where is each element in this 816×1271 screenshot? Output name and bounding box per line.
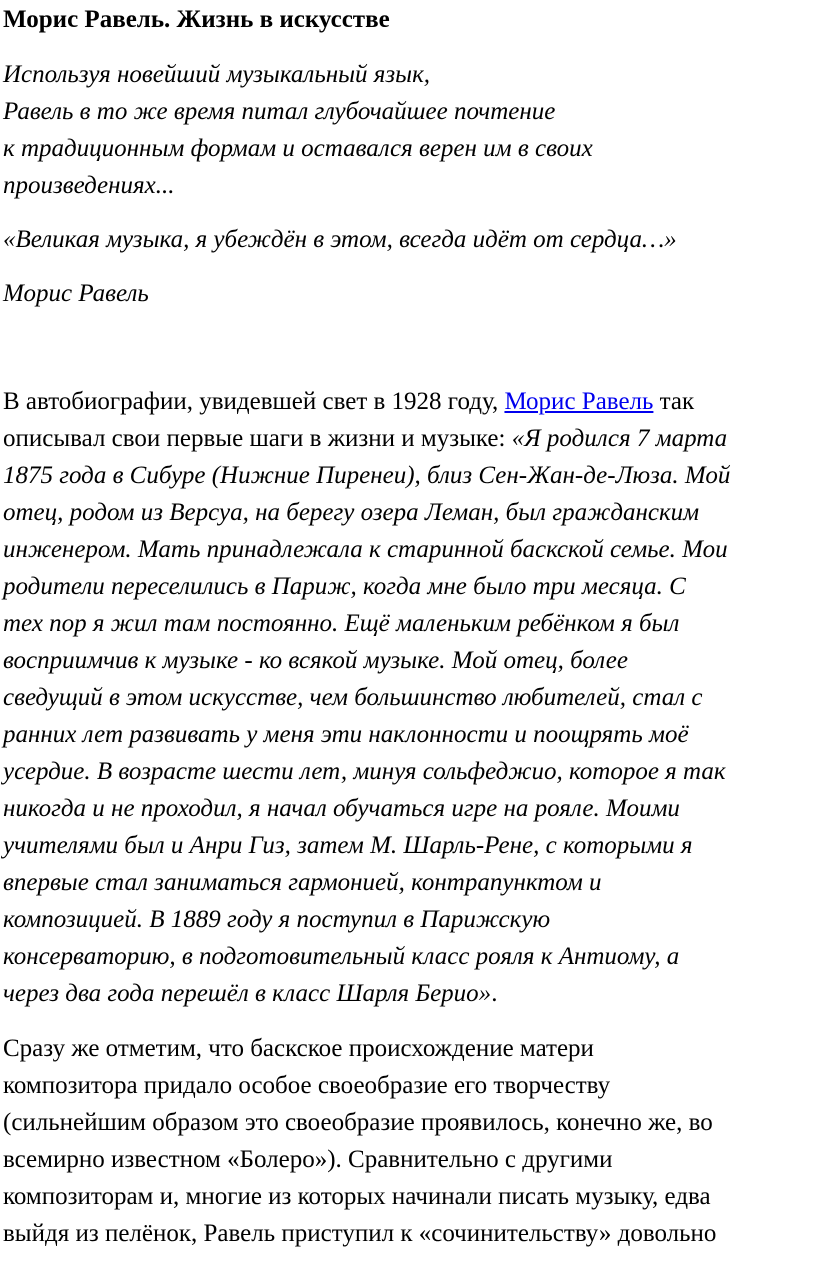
quote-line: сведущий в этом искусстве, чем большинство любителей, стал с <box>3 684 703 711</box>
quote-line: усердие. В возрасте шести лет, минуя сольфеджио, которое я так <box>3 758 726 785</box>
composer-link[interactable]: Морис Равель <box>504 388 654 415</box>
epigraph-text <box>3 56 593 204</box>
paragraph-autobiography <box>3 383 730 1012</box>
paragraph-line: (сильнейшим образом это своеобразие проявилось, конечно же, во <box>3 1109 713 1136</box>
epigraph-author: Морис Равель <box>3 280 149 307</box>
quote-line: инженером. Мать принадлежала к старинной баскской семье. Мои <box>3 536 728 563</box>
epigraph-line: произведениях... <box>3 172 175 199</box>
paragraph-line: композитора придало особое своеобразие его творчеству <box>3 1072 611 1099</box>
quote-line: родители переселились в Париж, когда мне было три месяца. С <box>3 573 686 600</box>
quote-fragment: «Я родился 7 марта <box>511 425 728 452</box>
text-fragment: так <box>653 388 695 415</box>
quote-line: отец, родом из Версуа, на берегу озера Леман, был гражданским <box>3 499 700 526</box>
text-fragment: В автобиографии, увидевшей свет в 1928 году, <box>3 388 505 415</box>
paragraph-line <box>3 383 730 420</box>
epigraph-line: к традиционным формам и оставался верен им в своих <box>3 135 593 162</box>
quote-fragment: через два года перешёл в класс Шарля Берио» <box>3 980 492 1007</box>
quote-line: впервые стал заниматься гармонией, контрапунктом и <box>3 869 602 896</box>
quote-line: учителями был и Анри Гиз, затем М. Шарль-Рене, с которыми я <box>3 832 693 859</box>
quote-line: тех пор я жил там постоянно. Ещё маленьким ребёнком я был <box>3 610 680 637</box>
quote-line: ранних лет развивать у меня эти наклонности и поощрять моё <box>3 721 689 748</box>
text-fragment: описывал свои первые шаги в жизни и музыке: <box>3 425 512 452</box>
quote-line: консерваторию, в подготовительный класс рояля к Антиому, а <box>3 943 680 970</box>
paragraph-basque-origin <box>3 1030 716 1252</box>
paragraph-line <box>3 975 730 1012</box>
epigraph-quote: «Великая музыка, я убеждён в этом, всегда идёт от сердца…» <box>3 226 677 253</box>
quote-line: восприимчив к музыке - ко всякой музыке. Мой отец, более <box>3 647 628 674</box>
paragraph-line <box>3 420 730 457</box>
paragraph-line: Сразу же отметим, что баскское происхождение матери <box>3 1035 594 1062</box>
text-fragment: . <box>491 980 498 1007</box>
paragraph-line: композиторам и, многие из которых начинали писать музыку, едва <box>3 1183 711 1210</box>
quote-line: композицией. В 1889 году я поступил в Парижскую <box>3 906 551 933</box>
quote-line: никогда и не проходил, я начал обучаться игре на рояле. Моими <box>3 795 680 822</box>
page-title: Морис Равель. Жизнь в искусстве <box>3 6 390 33</box>
epigraph-line: Равель в то же время питал глубочайшее почтение <box>3 98 556 125</box>
epigraph-line: Используя новейший музыкальный язык, <box>3 61 431 88</box>
paragraph-line: всемирно известном «Болеро»). Сравнительно с другими <box>3 1146 613 1173</box>
quote-line: 1875 года в Сибуре (Нижние Пиренеи), близ Сен-Жан-де-Люза. Мой <box>3 462 731 489</box>
paragraph-line: выйдя из пелёнок, Равель приступил к «сочинительству» довольно <box>3 1220 717 1247</box>
